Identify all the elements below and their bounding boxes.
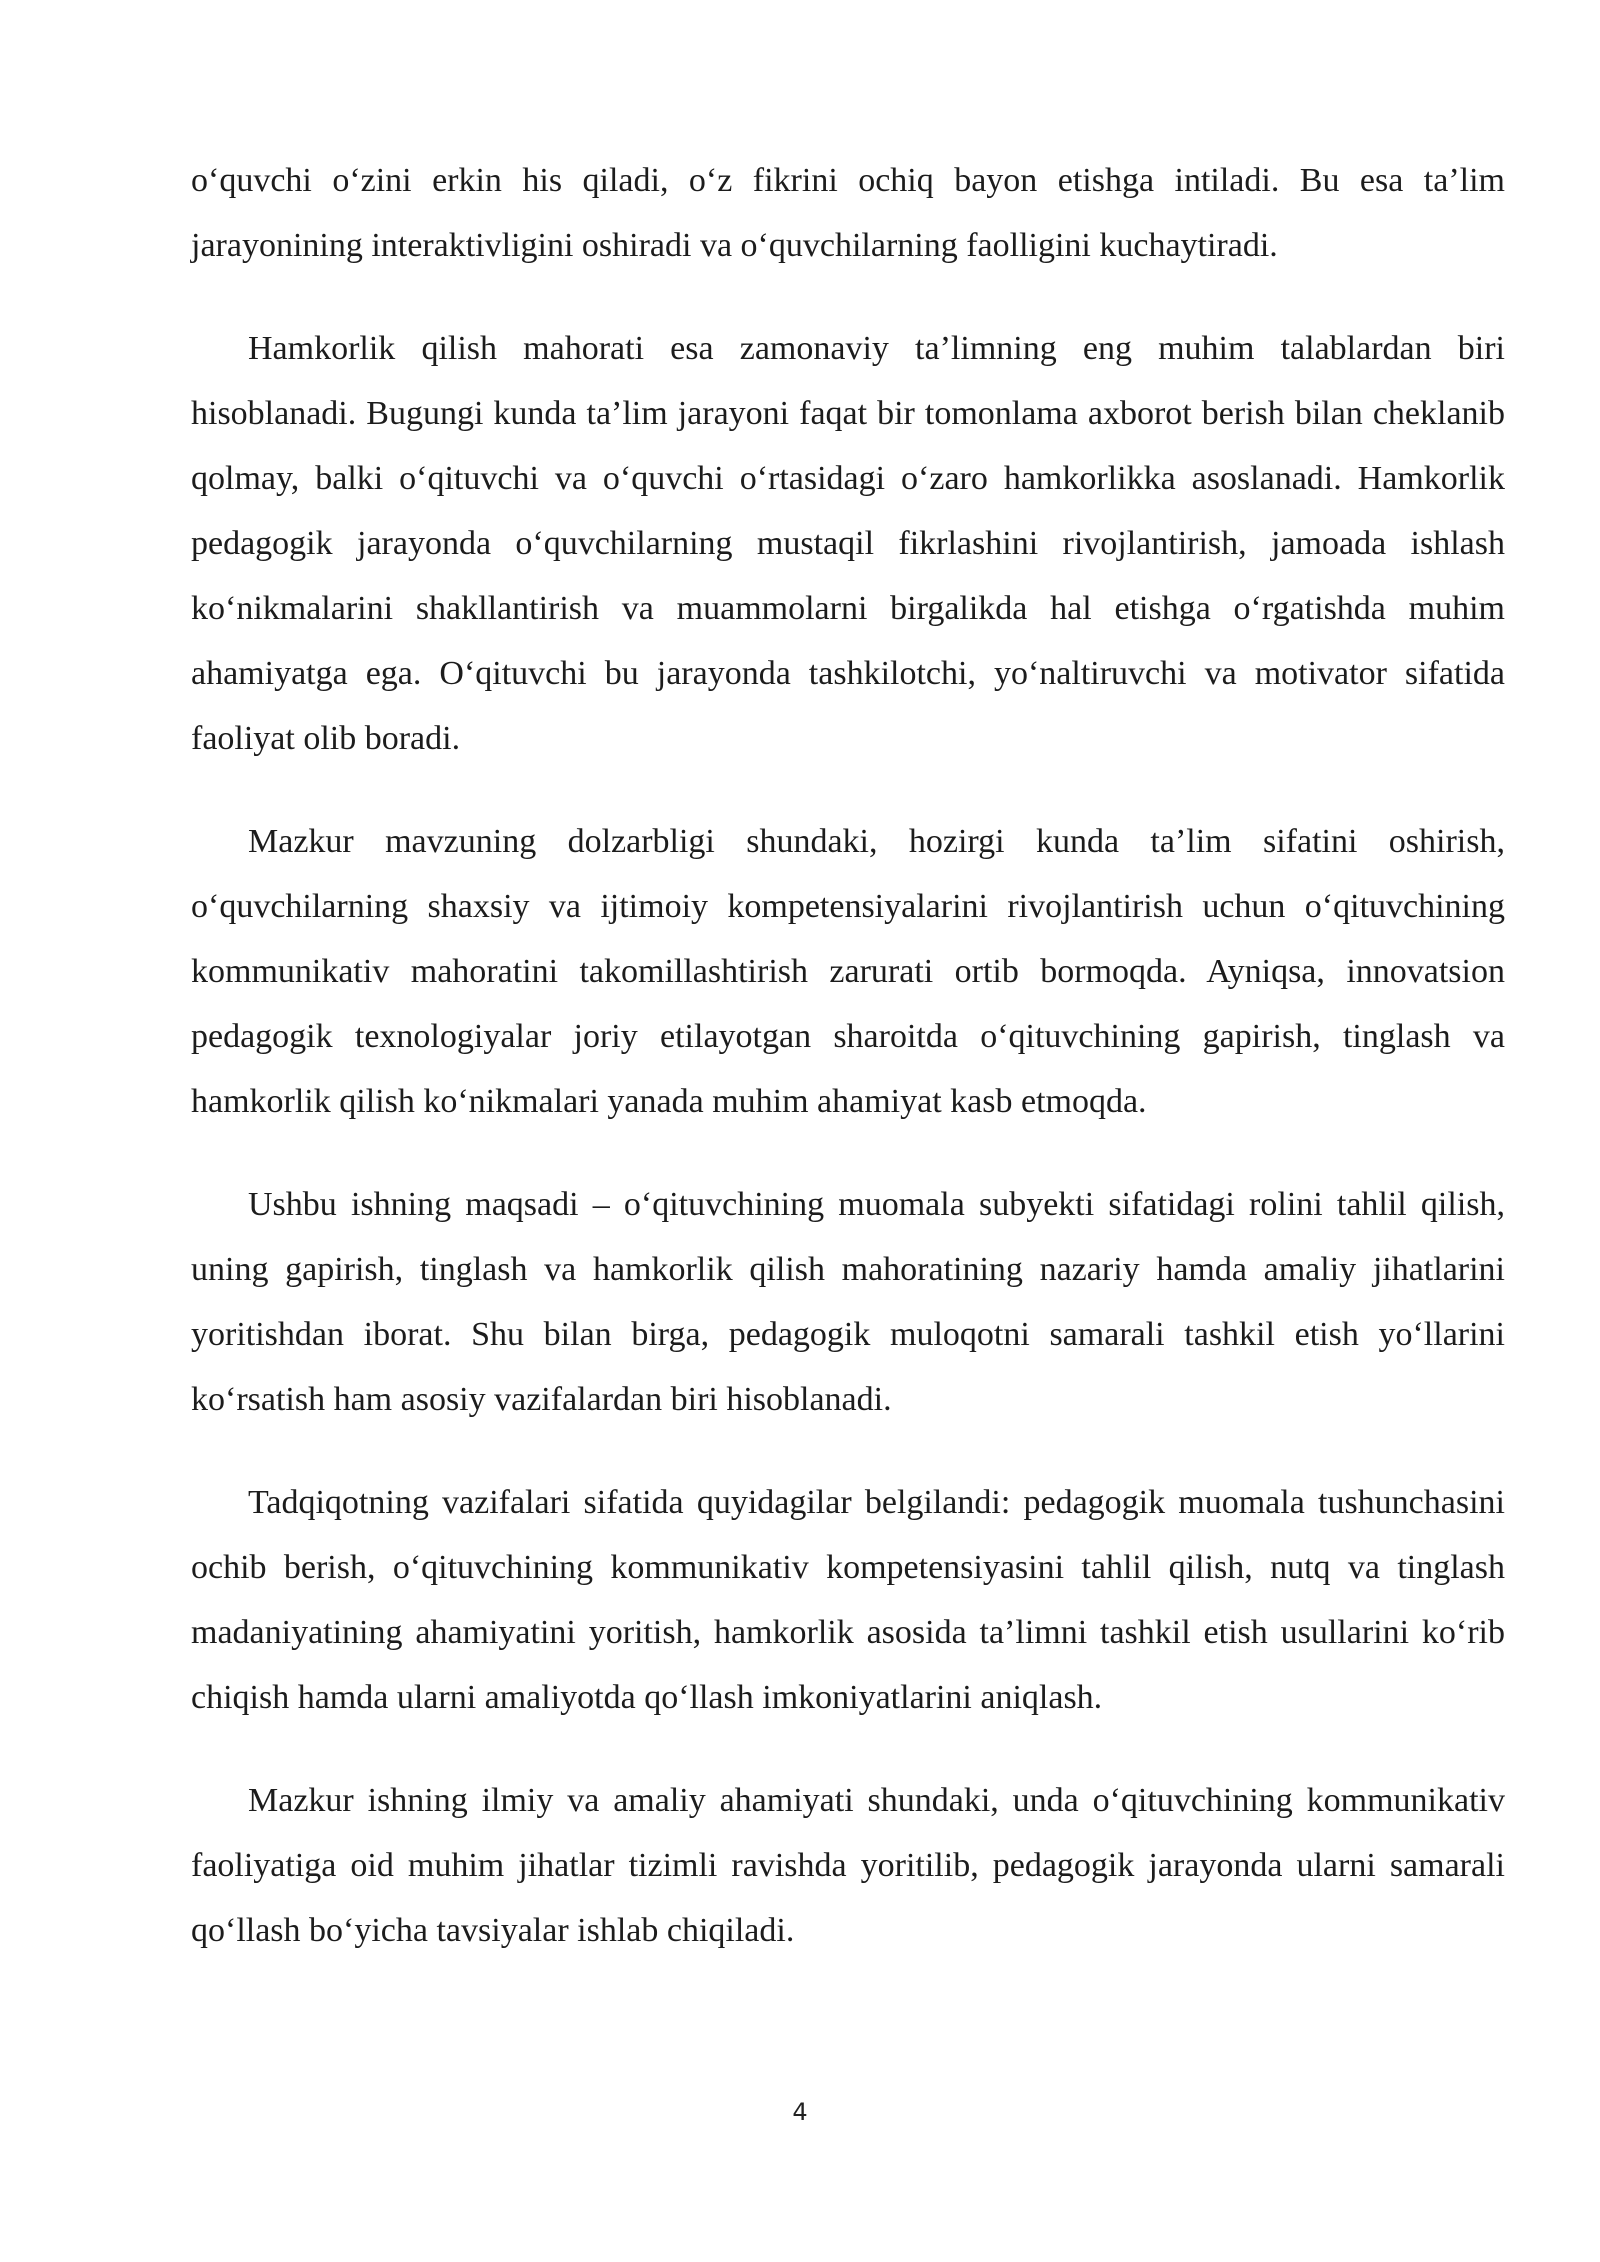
page-number: 4 — [792, 2098, 808, 2126]
text-column — [191, 148, 1505, 2001]
paragraph-maqsadi: Ushbu ishning maqsadi – o‘qituvchining muomala subyekti sifatidagi rolini tahlil qilish, uning gapirish, tinglash va hamkorlik qilish mahoratining nazariy hamda amaliy jihatlarini yoritishdan iborat. Shu bilan birga, pedagogik muloqotni samarali tashkil etish yo‘llarini ko‘rsatish ham asosiy vazifalardan biri hisoblanadi. — [191, 1186, 1505, 1418]
paragraph-continuation: o‘quvchi o‘zini erkin his qiladi, o‘z fikrini ochiq bayon etishga intiladi. Bu esa ta’lim jarayonining interaktivligini oshiradi va o‘quvchilarning faolligini kuchaytiradi. — [191, 162, 1505, 264]
paragraph-hamkorlik: Hamkorlik qilish mahorati esa zamonaviy ta’limning eng muhim talablardan biri hisoblanadi. Bugungi kunda ta’lim jarayoni faqat bir tomonlama axborot berish bilan cheklanib qolmay, balki o‘qituvchi va o‘quvchi o‘rtasidagi o‘zaro hamkorlikka asoslanadi. Hamkorlik pedagogik jarayonda o‘quvchilarning mustaqil fikrlashini rivojlantirish, jamoada ishlash ko‘nikmalarini shakllantirish va muammolarni birgalikda hal etishga o‘rgatishda muhim ahamiyatga ega. O‘qituvchi bu jarayonda tashkilotchi, yo‘naltiruvchi va motivator sifatida faoliyat olib boradi. — [191, 330, 1505, 757]
paragraph-dolzarbligi: Mazkur mavzuning dolzarbligi shundaki, hozirgi kunda ta’lim sifatini oshirish, o‘quvchilarning shaxsiy va ijtimoiy kompetensiyalarini rivojlantirish uchun o‘qituvchining kommunikativ mahoratini takomillashtirish zarurati ortib bormoqda. Ayniqsa, innovatsion pedagogik texnologiyalar joriy etilayotgan sharoitda o‘qituvchining gapirish, tinglash va hamkorlik qilish ko‘nikmalari yanada muhim ahamiyat kasb etmoqda. — [191, 823, 1505, 1120]
paragraph-vazifalari: Tadqiqotning vazifalari sifatida quyidagilar belgilandi: pedagogik muomala tushunchasini ochib berish, o‘qituvchining kommunikativ kompetensiyasini tahlil qilish, nutq va tinglash madaniyatining ahamiyatini yoritish, hamkorlik asosida ta’limni tashkil etish usullarini ko‘rib chiqish hamda ularni amaliyotda qo‘llash imkoniyatlarini aniqlash. — [191, 1484, 1505, 1716]
paragraph-ahamiyati: Mazkur ishning ilmiy va amaliy ahamiyati shundaki, unda o‘qituvchining kommunikativ faoliyatiga oid muhim jihatlar tizimli ravishda yoritilib, pedagogik jarayonda ularni samarali qo‘llash bo‘yicha tavsiyalar ishlab chiqiladi. — [191, 1782, 1505, 1949]
